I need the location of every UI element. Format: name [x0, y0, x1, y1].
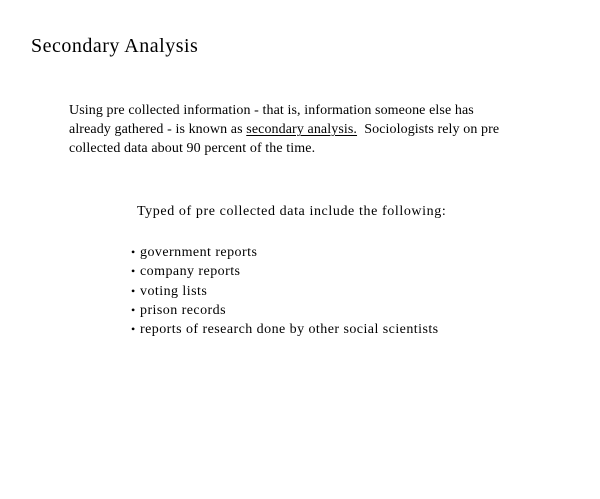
list-item	[131, 301, 439, 320]
bullet-icon: •	[131, 322, 136, 337]
secondary-analysis-term: secondary analysis.	[246, 122, 358, 137]
list-item-text: voting lists	[140, 283, 208, 299]
list-item	[131, 320, 439, 339]
paragraph-line-1: Using pre collected information - that is, information someone else has	[69, 103, 474, 118]
intro-paragraph	[69, 101, 539, 158]
paragraph-line-2-start: already gathered - is known as	[69, 122, 247, 137]
bullet-icon: •	[131, 302, 136, 317]
data-types-list	[131, 243, 439, 339]
slide-title: Secondary Analysis	[31, 35, 199, 57]
list-item-text: government reports	[140, 245, 258, 260]
list-item-text: prison records	[140, 302, 227, 318]
paragraph-line-3: collected data about 90 percent of the time.	[69, 141, 316, 156]
list-item	[131, 282, 439, 301]
paragraph-line-2-end: Sociologists rely on pre	[357, 122, 500, 137]
list-item-text: company reports	[140, 264, 241, 280]
list-item	[131, 262, 439, 281]
list-intro: Typed of pre collected data include the following:	[137, 204, 447, 219]
list-item-text: reports of research done by other social scientists	[140, 322, 439, 338]
bullet-icon: •	[131, 264, 136, 279]
list-item	[131, 243, 439, 262]
bullet-icon: •	[131, 245, 136, 259]
paragraph-line-2	[69, 120, 539, 139]
bullet-icon: •	[131, 283, 136, 298]
